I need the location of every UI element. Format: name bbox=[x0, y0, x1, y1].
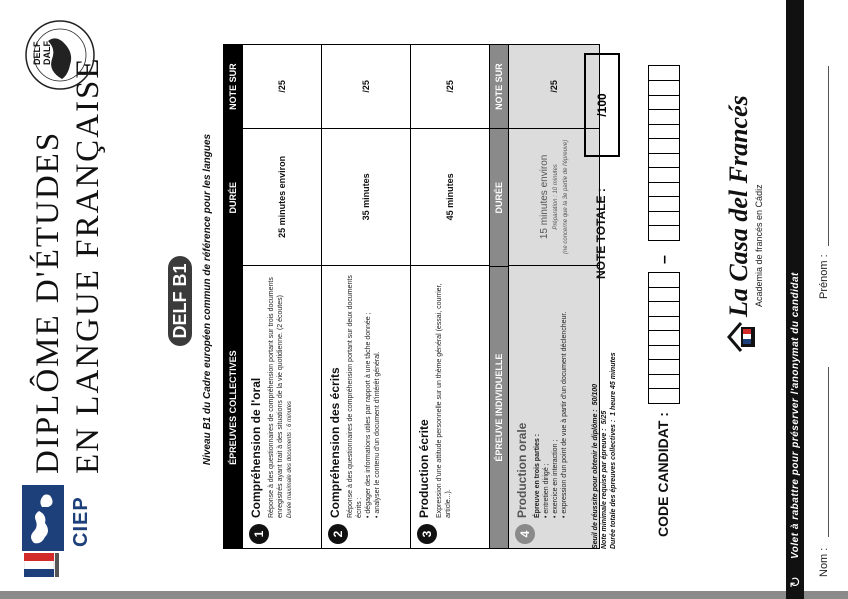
world-map-icon bbox=[22, 485, 64, 551]
brand-subtitle: Academia de francés en Cádiz bbox=[754, 184, 764, 307]
score-cell: /25 bbox=[411, 45, 489, 129]
header-epreuves: ÉPREUVES COLLECTIVES bbox=[228, 350, 238, 465]
total-score-box[interactable] bbox=[584, 53, 620, 157]
section-title: Compréhension des écrits bbox=[328, 367, 342, 518]
house-flag-icon bbox=[727, 321, 762, 353]
section-description: Expression d'une attitude personnelle sur un thème général (essai, courrier, article...). bbox=[436, 283, 452, 518]
nom-field[interactable] bbox=[828, 367, 829, 537]
section-note: Durée maximale des documents : 6 minutes bbox=[287, 400, 293, 518]
bullet: dégager des informations utiles par rapport à une tâche donnée ; bbox=[365, 312, 372, 514]
duration-cell: 25 minutes environ bbox=[243, 129, 321, 266]
code-digit-box[interactable] bbox=[648, 374, 680, 390]
table-row bbox=[243, 44, 322, 549]
exam-table bbox=[223, 44, 600, 549]
code-digit-box[interactable] bbox=[648, 316, 680, 332]
header-note: NOTE SUR bbox=[490, 45, 508, 129]
title-line-1: DIPLÔME D'ÉTUDES bbox=[30, 130, 66, 474]
table-row: 2 Compréhension des écrits Réponse à des questionnaires de compréhension portant sur deux documents écrits : • dégager des informations utiles par rapport à une tâche donnée ; • analyser le contenu d'un document d'intérêt général. 35 minutes /25 bbox=[322, 44, 411, 549]
code-digit-box[interactable] bbox=[648, 95, 680, 111]
candidate-code-boxes[interactable] bbox=[648, 274, 680, 405]
prep-time: Préparation : 10 minutes bbox=[552, 164, 559, 230]
code-digit-box[interactable] bbox=[648, 167, 680, 183]
section-intro: Épreuve en trois parties : bbox=[534, 433, 541, 518]
code-digit-box[interactable] bbox=[648, 124, 680, 140]
fold-arrow-icon: ↻ bbox=[787, 576, 803, 588]
title-line-2: EN LANGUE FRANÇAISE bbox=[70, 56, 106, 474]
code-digit-box[interactable] bbox=[648, 287, 680, 303]
code-digit-box[interactable] bbox=[648, 196, 680, 212]
table-header-individual bbox=[490, 44, 509, 549]
duration-cell: 45 minutes bbox=[411, 129, 489, 266]
section-number: 1 bbox=[249, 524, 269, 544]
code-digit-box[interactable] bbox=[648, 153, 680, 169]
header-duree: DURÉE bbox=[490, 129, 508, 267]
thresholds: Seuil de réussite pour obtenir le diplôme :50/100 Note minimale requise par épreuve :5/25 Durée totale des épreuves collectives :1 heure 45 minutes bbox=[592, 352, 617, 549]
code-digit-box[interactable] bbox=[648, 330, 680, 346]
prenom-field[interactable] bbox=[828, 66, 829, 246]
total-score-max: /100 bbox=[595, 93, 609, 117]
candidate-code-boxes[interactable] bbox=[648, 67, 680, 241]
code-digit-box[interactable] bbox=[648, 138, 680, 154]
level-badge: DELF B1 bbox=[168, 256, 192, 346]
bullet: expression d'un point de vue à partir d'un document déclencheur. bbox=[561, 311, 568, 514]
section-description: Réponse à des questionnaires de compréhension portant sur trois documents enregistrés ayant trait à des situations de la vie quotidienne. (2 écoutes) bbox=[268, 277, 284, 518]
score-cell: /25 bbox=[322, 45, 410, 129]
delf-dalf-logo bbox=[22, 17, 98, 93]
nom-label: Nom : bbox=[818, 547, 830, 577]
subtitle: Niveau B1 du Cadre européen commun de référence pour les langues bbox=[202, 133, 213, 466]
header-epreuve-individuelle: ÉPREUVE INDIVIDUELLE bbox=[494, 353, 504, 462]
candidate-code-label: CODE CANDIDAT : bbox=[655, 412, 671, 537]
prep-note: (ne concerne que la 3e partie de l'épreuve) bbox=[562, 139, 569, 254]
section-number: 4 bbox=[515, 524, 535, 544]
delf-dalf-text: DELF DALF bbox=[32, 41, 52, 65]
bullet: analyser le contenu d'un document d'intérêt général. bbox=[374, 351, 381, 514]
bullet: entretien dirigé ; bbox=[543, 463, 550, 514]
code-digit-box[interactable] bbox=[648, 182, 680, 198]
fold-instruction-bar bbox=[786, 0, 804, 599]
code-digit-box[interactable] bbox=[648, 211, 680, 227]
duration-cell: 15 minutes environ bbox=[538, 154, 550, 240]
section-title: Production orale bbox=[515, 422, 529, 518]
score-cell: /25 bbox=[243, 45, 321, 129]
code-digit-box[interactable] bbox=[648, 301, 680, 317]
code-digit-box[interactable] bbox=[648, 109, 680, 125]
fold-instruction: Volet à rabattre pour préserver l'anonymat du candidat bbox=[789, 272, 801, 559]
code-digit-box[interactable] bbox=[648, 272, 680, 288]
section-description: Réponse à des questionnaires de compréhension portant sur deux documents écrits : bbox=[347, 275, 363, 518]
scan-edge bbox=[0, 591, 848, 599]
prenom-label: Prénom : bbox=[818, 254, 830, 299]
section-number: 3 bbox=[417, 524, 437, 544]
marianne-flag-icon bbox=[24, 553, 60, 577]
code-digit-box[interactable] bbox=[648, 66, 680, 82]
total-label: NOTE TOTALE : bbox=[594, 188, 608, 279]
code-dash: – bbox=[656, 255, 673, 264]
score-cell: /25 bbox=[509, 45, 599, 129]
ciep-label: CIEP bbox=[70, 496, 92, 547]
section-number: 2 bbox=[328, 524, 348, 544]
section-title: Production écrite bbox=[417, 419, 431, 518]
bullet: exercice en interaction ; bbox=[552, 439, 559, 514]
code-digit-box[interactable] bbox=[648, 388, 680, 404]
code-digit-box[interactable] bbox=[648, 345, 680, 361]
duration-cell: 35 minutes bbox=[322, 129, 410, 266]
code-digit-box[interactable] bbox=[648, 359, 680, 375]
section-title: Compréhension de l'oral bbox=[249, 377, 263, 518]
table-header-collective bbox=[223, 44, 243, 549]
table-row bbox=[411, 44, 490, 549]
code-digit-box[interactable] bbox=[648, 225, 680, 241]
header-duree: DURÉE bbox=[224, 129, 242, 267]
brand-name: La Casa del Francés bbox=[724, 95, 753, 317]
code-digit-box[interactable] bbox=[648, 80, 680, 96]
header-note: NOTE SUR bbox=[224, 45, 242, 129]
table-row: 4 Production orale Épreuve en trois parties : • entretien dirigé ; • exercice en interaction ; • expression d'un point de vue à partir d'un document déclencheur. 15 minutes environ Préparation : 10 minutes (ne concerne que la 3e partie de l'épreuve) /25 bbox=[509, 44, 600, 549]
